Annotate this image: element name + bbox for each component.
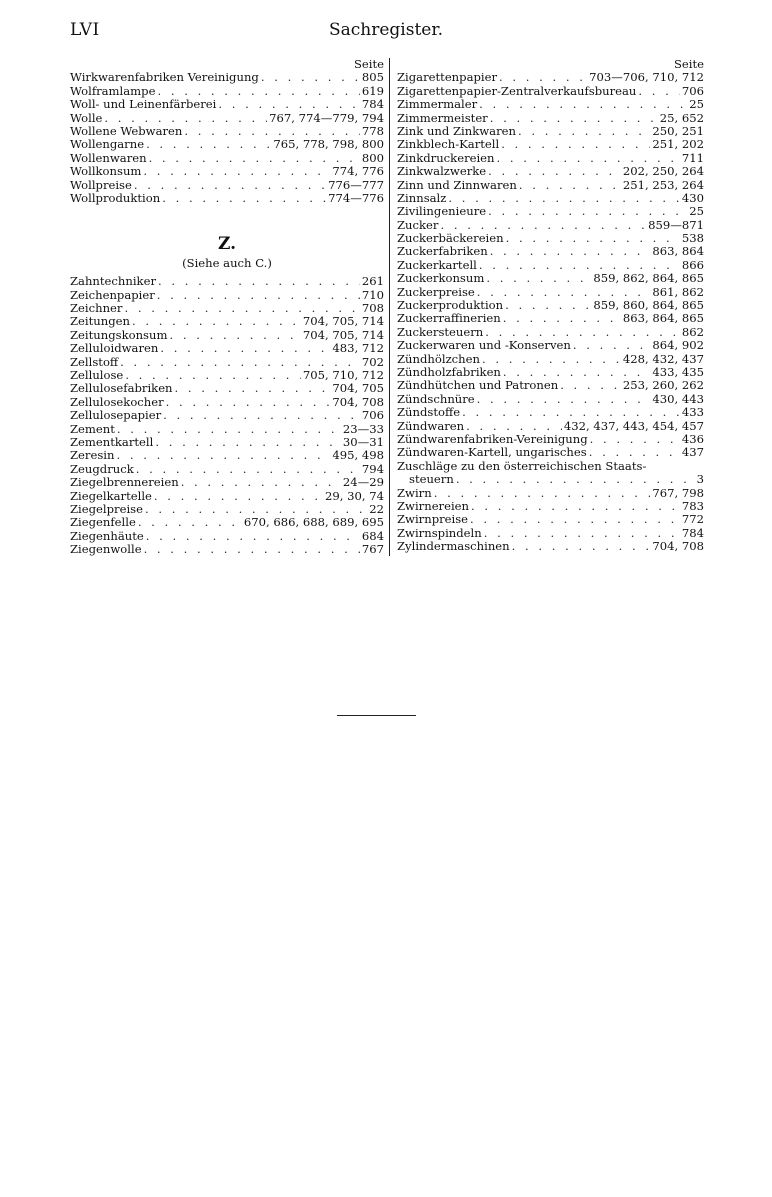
index-term: Zuckerkonsum: [397, 272, 485, 286]
index-entry: [397, 379, 704, 392]
index-term-line2: steuern: [409, 473, 454, 487]
index-list-right: [397, 71, 704, 459]
index-term: Zündwaren-Kartell, ungarisches: [397, 446, 587, 460]
leader-dots: [462, 406, 680, 419]
index-term: Zeresin: [70, 449, 115, 463]
index-entry: [70, 179, 384, 192]
leader-dots: [136, 463, 360, 476]
seite-label: Seite: [673, 57, 704, 71]
index-pages: 706: [681, 84, 704, 98]
index-pages: 202, 250, 264: [622, 165, 704, 179]
index-pages: 861, 862: [652, 285, 704, 299]
index-term: Zinkwalzwerke: [397, 165, 487, 179]
leader-dots: [134, 179, 326, 192]
index-term: Zimmermaler: [397, 98, 478, 112]
index-term: Zündwarenfabriken-Vereinigung: [397, 432, 588, 446]
index-term: Zündholzfabriken: [397, 365, 501, 379]
index-pages: 704, 705, 714: [302, 315, 384, 329]
index-term: Wollengarne: [70, 138, 145, 152]
leader-dots: [125, 369, 301, 382]
index-pages: 432, 437, 443, 454, 457: [563, 419, 704, 433]
index-term: Ziegenwolle: [70, 543, 142, 557]
leader-dots: [120, 356, 360, 369]
index-term: Ziegelbrennereien: [70, 476, 179, 490]
index-entry: [70, 449, 384, 462]
index-pages: 436: [681, 432, 704, 446]
index-pages: 704, 708: [652, 540, 704, 554]
index-term: Zinkdruckereien: [397, 151, 495, 165]
index-entry: [397, 487, 704, 500]
index-pages: 805: [361, 71, 384, 85]
index-pages: 433, 435: [652, 365, 704, 379]
index-pages: 800: [361, 151, 384, 165]
index-term: Zeitungskonsum: [70, 328, 168, 342]
leader-dots: [488, 165, 621, 178]
index-term: Zellulosefabriken: [70, 382, 173, 396]
index-pages: 250, 251: [652, 124, 704, 138]
leader-dots: [484, 527, 680, 540]
leader-dots: [175, 382, 331, 395]
index-entry: [70, 71, 384, 84]
index-entry: [70, 289, 384, 302]
index-pages: 261: [361, 275, 384, 289]
leader-dots: [470, 513, 680, 526]
index-term: Zuckerkartell: [397, 258, 477, 272]
index-term: Zivilingenieure: [397, 205, 487, 219]
index-pages: 30—31: [342, 435, 384, 449]
index-entry-multiline: [397, 460, 704, 473]
index-pages: 859, 862, 864, 865: [593, 272, 704, 286]
leader-dots: [154, 490, 323, 503]
leader-dots: [471, 500, 680, 513]
index-term: Wollkonsum: [70, 165, 142, 179]
leader-dots: [466, 420, 562, 433]
leader-dots: [490, 112, 658, 125]
index-pages: 784: [681, 526, 704, 540]
index-pages: 25, 652: [659, 111, 704, 125]
index-pages: 704, 705: [332, 382, 384, 396]
index-entry-multiline-cont: [397, 473, 704, 486]
index-term: Zuckerwaren und -Konserven: [397, 339, 571, 353]
leader-dots: [485, 326, 680, 339]
index-pages: 24—29: [342, 476, 384, 490]
index-pages: 776—777: [328, 178, 384, 192]
leader-dots: [519, 179, 621, 192]
index-entry: [397, 125, 704, 138]
index-entry: [70, 463, 384, 476]
index-entry: [397, 272, 704, 285]
page-number: LVI: [70, 20, 100, 40]
index-entry: [397, 500, 704, 513]
leader-dots: [158, 275, 360, 288]
index-term: Zellulose: [70, 369, 124, 383]
index-term: Zwirnereien: [397, 499, 469, 513]
index-pages: 3: [696, 473, 704, 487]
index-term: [397, 460, 704, 473]
leader-dots: [157, 85, 359, 98]
index-term: Ziegenfelle: [70, 516, 136, 530]
index-term: Zündstoffe: [397, 406, 461, 420]
index-term: Zink und Zinkwaren: [397, 124, 516, 138]
index-entry: [397, 286, 704, 299]
leader-dots: [162, 192, 326, 205]
index-pages: 251, 253, 264: [622, 178, 704, 192]
index-term: Zelluloidwaren: [70, 342, 159, 356]
index-entry: [397, 232, 704, 245]
leader-dots: [160, 342, 330, 355]
leader-dots: [218, 98, 359, 111]
index-term: Zigarettenpapier: [397, 71, 498, 85]
index-term: Wollenwaren: [70, 151, 147, 165]
index-pages: 704, 708: [332, 395, 384, 409]
index-term: Wollpreise: [70, 178, 132, 192]
index-pages: 864, 902: [652, 339, 704, 353]
index-pages: 495, 498: [332, 449, 384, 463]
index-entry: [70, 112, 384, 125]
leader-dots: [501, 138, 650, 151]
leader-dots: [477, 286, 651, 299]
index-pages: 784: [361, 98, 384, 112]
index-entry: [397, 205, 704, 218]
index-pages: 710: [361, 288, 384, 302]
index-pages: 863, 864, 865: [622, 312, 704, 326]
leader-dots: [590, 433, 680, 446]
index-term: Zeichenpapier: [70, 288, 155, 302]
index-entry: [70, 138, 384, 151]
index-term: Ziegelpreise: [70, 502, 143, 516]
index-term-line1: Zuschläge zu den österreichischen Staats-: [397, 459, 647, 473]
index-pages: 430, 443: [652, 392, 704, 406]
index-entry: [70, 369, 384, 382]
index-term: Zuckerpreise: [397, 285, 475, 299]
index-term: Zwirnspindeln: [397, 526, 482, 540]
index-pages: 538: [681, 232, 704, 246]
leader-dots: [506, 232, 680, 245]
leader-dots: [166, 396, 331, 409]
index-term: Zementkartell: [70, 435, 154, 449]
index-term: Zündschnüre: [397, 392, 475, 406]
leader-dots: [638, 85, 679, 98]
index-entry: [70, 315, 384, 328]
index-entry: [397, 259, 704, 272]
index-entry: [397, 433, 704, 446]
index-pages: 684: [361, 529, 384, 543]
index-pages: 251, 202: [652, 138, 704, 152]
index-pages: 863, 864: [652, 245, 704, 259]
index-term: Zellulosepapier: [70, 409, 162, 423]
leader-dots: [138, 516, 242, 529]
index-entry: [397, 152, 704, 165]
index-entry: [70, 490, 384, 503]
index-entry: [70, 409, 384, 422]
index-entry: [397, 406, 704, 419]
index-term: Zucker: [397, 218, 439, 232]
end-rule: [337, 715, 416, 716]
index-pages: 774—776: [328, 191, 384, 205]
index-entry: [70, 329, 384, 342]
index-pages: 706: [361, 409, 384, 423]
index-entry: [397, 366, 704, 379]
index-term: Zellstoff: [70, 355, 119, 369]
index-pages: 794: [361, 462, 384, 476]
index-entry: [397, 165, 704, 178]
index-pages: 708: [361, 302, 384, 316]
index-pages: 29, 30, 74: [325, 489, 384, 503]
index-term: Zeugdruck: [70, 462, 134, 476]
index-entry: [70, 98, 384, 111]
index-entry: [397, 299, 704, 312]
index-entry: [70, 192, 384, 205]
index-pages: 25: [689, 205, 704, 219]
leader-dots: [116, 449, 330, 462]
index-entry: [397, 245, 704, 258]
index-entry: [70, 342, 384, 355]
index-term: Zahntechniker: [70, 275, 156, 289]
index-term: Zinn und Zinnwaren: [397, 178, 517, 192]
index-term: Wirkwarenfabriken Vereinigung: [70, 71, 259, 85]
index-term: Zement: [70, 422, 115, 436]
index-pages: 670, 686, 688, 689, 695: [243, 516, 384, 530]
leader-dots: [132, 315, 301, 328]
leader-dots: [503, 312, 621, 325]
leader-dots: [499, 71, 587, 84]
index-list-w: [70, 71, 384, 205]
index-entry: [70, 356, 384, 369]
index-term: Zwirnpreise: [397, 513, 469, 527]
index-term: Wolframlampe: [70, 84, 156, 98]
index-term: Zeitungen: [70, 315, 130, 329]
leader-dots: [456, 473, 695, 486]
right-index-column: [397, 58, 704, 553]
index-term: Zimmermeister: [397, 111, 488, 125]
index-term: Zuckerfabriken: [397, 245, 488, 259]
index-term: Ziegenhäute: [70, 529, 144, 543]
index-pages: 253, 260, 262: [622, 379, 704, 393]
index-term: Zuckerproduktion: [397, 299, 504, 313]
index-pages: 767, 798: [652, 486, 704, 500]
index-term: Zigarettenpapier-Zentralverkaufsbureau: [397, 84, 637, 98]
leader-dots: [477, 393, 651, 406]
index-pages: 711: [681, 151, 704, 165]
index-list-z: [70, 275, 384, 556]
index-entry: [397, 112, 704, 125]
index-pages: 433: [681, 406, 704, 420]
index-entry: [397, 312, 704, 325]
leader-dots: [124, 302, 359, 315]
index-pages: 25: [689, 98, 704, 112]
index-entry: [70, 476, 384, 489]
leader-dots: [155, 436, 341, 449]
leader-dots: [512, 540, 651, 553]
page-title: Sachregister.: [328, 20, 444, 40]
index-term: Wolle: [70, 111, 103, 125]
index-entry: [397, 353, 704, 366]
index-entry: [397, 513, 704, 526]
leader-dots: [503, 366, 650, 379]
index-pages: 428, 432, 437: [622, 352, 704, 366]
index-term: Zinkblech-Kartell: [397, 138, 500, 152]
leader-dots: [479, 98, 687, 111]
index-entry: [70, 165, 384, 178]
index-pages: 767: [361, 543, 384, 557]
index-entry: [397, 339, 704, 352]
seite-label: Seite: [353, 57, 384, 71]
leader-dots: [490, 245, 651, 258]
index-entry: [397, 393, 704, 406]
index-entry: [70, 503, 384, 516]
index-pages: 859, 860, 864, 865: [593, 299, 704, 313]
index-entry: [70, 543, 384, 556]
index-entry: [70, 530, 384, 543]
leader-dots: [163, 409, 360, 422]
index-term: Zündwaren: [397, 419, 465, 433]
leader-dots: [479, 259, 680, 272]
index-pages: 859—871: [648, 218, 704, 232]
section-cross-reference: (Siehe auch C.): [182, 256, 272, 271]
index-term: Zellulosekocher: [70, 395, 164, 409]
index-term: Zündhölzchen: [397, 352, 480, 366]
index-term: Zeichner: [70, 302, 123, 316]
index-entry: [70, 423, 384, 436]
index-entry: [397, 420, 704, 433]
leader-dots: [146, 138, 271, 151]
index-entry: [70, 396, 384, 409]
leader-dots: [505, 299, 591, 312]
index-entry: [70, 516, 384, 529]
index-pages: 783: [681, 499, 704, 513]
index-term: Zuckerbäckereien: [397, 232, 504, 246]
index-entry: [70, 382, 384, 395]
leader-dots: [497, 152, 680, 165]
leader-dots: [146, 530, 360, 543]
index-pages: 767, 774—779, 794: [269, 111, 384, 125]
index-entry: [397, 85, 704, 98]
index-entry: [397, 192, 704, 205]
index-entry: [397, 71, 704, 84]
index-term: Woll- und Leinenfärberei: [70, 98, 217, 112]
index-pages: 866: [681, 258, 704, 272]
index-entry: [70, 436, 384, 449]
leader-dots: [482, 353, 621, 366]
leader-dots: [169, 329, 300, 342]
index-entry: [70, 275, 384, 288]
index-term: Ziegelkartelle: [70, 489, 152, 503]
index-list-right-after: [397, 487, 704, 554]
leader-dots: [184, 125, 360, 138]
index-pages: 778: [361, 124, 384, 138]
leader-dots: [448, 192, 679, 205]
index-term: Zuckerraffinerien: [397, 312, 501, 326]
index-term: Wollproduktion: [70, 191, 161, 205]
index-term: Zwirn: [397, 486, 432, 500]
leader-dots: [573, 339, 651, 352]
index-pages: 22: [369, 502, 384, 516]
leader-dots: [486, 272, 591, 285]
index-term: Zinnsalz: [397, 191, 447, 205]
index-pages: 430: [681, 191, 704, 205]
index-pages: 704, 705, 714: [302, 328, 384, 342]
leader-dots: [157, 289, 360, 302]
leader-dots: [181, 476, 341, 489]
index-pages: 765, 778, 798, 800: [273, 138, 384, 152]
index-entry: [70, 85, 384, 98]
leader-dots: [518, 125, 650, 138]
index-term: Wollene Webwaren: [70, 124, 183, 138]
index-pages: 437: [681, 446, 704, 460]
column-divider: [389, 58, 390, 556]
index-pages: 705, 710, 712: [302, 369, 384, 383]
index-entry: [397, 219, 704, 232]
index-term: Zylindermaschinen: [397, 540, 510, 554]
index-entry: [397, 446, 704, 459]
index-pages: 702: [361, 355, 384, 369]
index-pages: 483, 712: [332, 342, 384, 356]
leader-dots: [117, 423, 341, 436]
index-pages: 774, 776: [332, 165, 384, 179]
leader-dots: [145, 503, 367, 516]
index-entry: [397, 179, 704, 192]
index-entry: [70, 125, 384, 138]
leader-dots: [488, 205, 687, 218]
index-term: Zuckersteuern: [397, 325, 484, 339]
index-pages: 862: [681, 325, 704, 339]
leader-dots: [144, 543, 360, 556]
index-pages: 619: [361, 84, 384, 98]
index-entry: [397, 138, 704, 151]
index-pages: 23—33: [342, 422, 384, 436]
leader-dots: [143, 165, 330, 178]
section-letter-z: Z.: [217, 234, 237, 255]
leader-dots: [261, 71, 360, 84]
leader-dots: [440, 219, 646, 232]
index-entry: [397, 326, 704, 339]
leader-dots: [589, 446, 680, 459]
leader-dots: [560, 379, 621, 392]
leader-dots: [434, 487, 651, 500]
index-entry: [70, 152, 384, 165]
leader-dots: [104, 112, 267, 125]
leader-dots: [149, 152, 360, 165]
index-entry: [70, 302, 384, 315]
index-entry: [397, 527, 704, 540]
index-pages: 703—706, 710, 712: [589, 71, 704, 85]
left-index-column: [70, 58, 384, 557]
index-entry: [397, 540, 704, 553]
index-pages: 772: [681, 513, 704, 527]
index-term: Zündhütchen und Patronen: [397, 379, 559, 393]
index-entry: [397, 98, 704, 111]
